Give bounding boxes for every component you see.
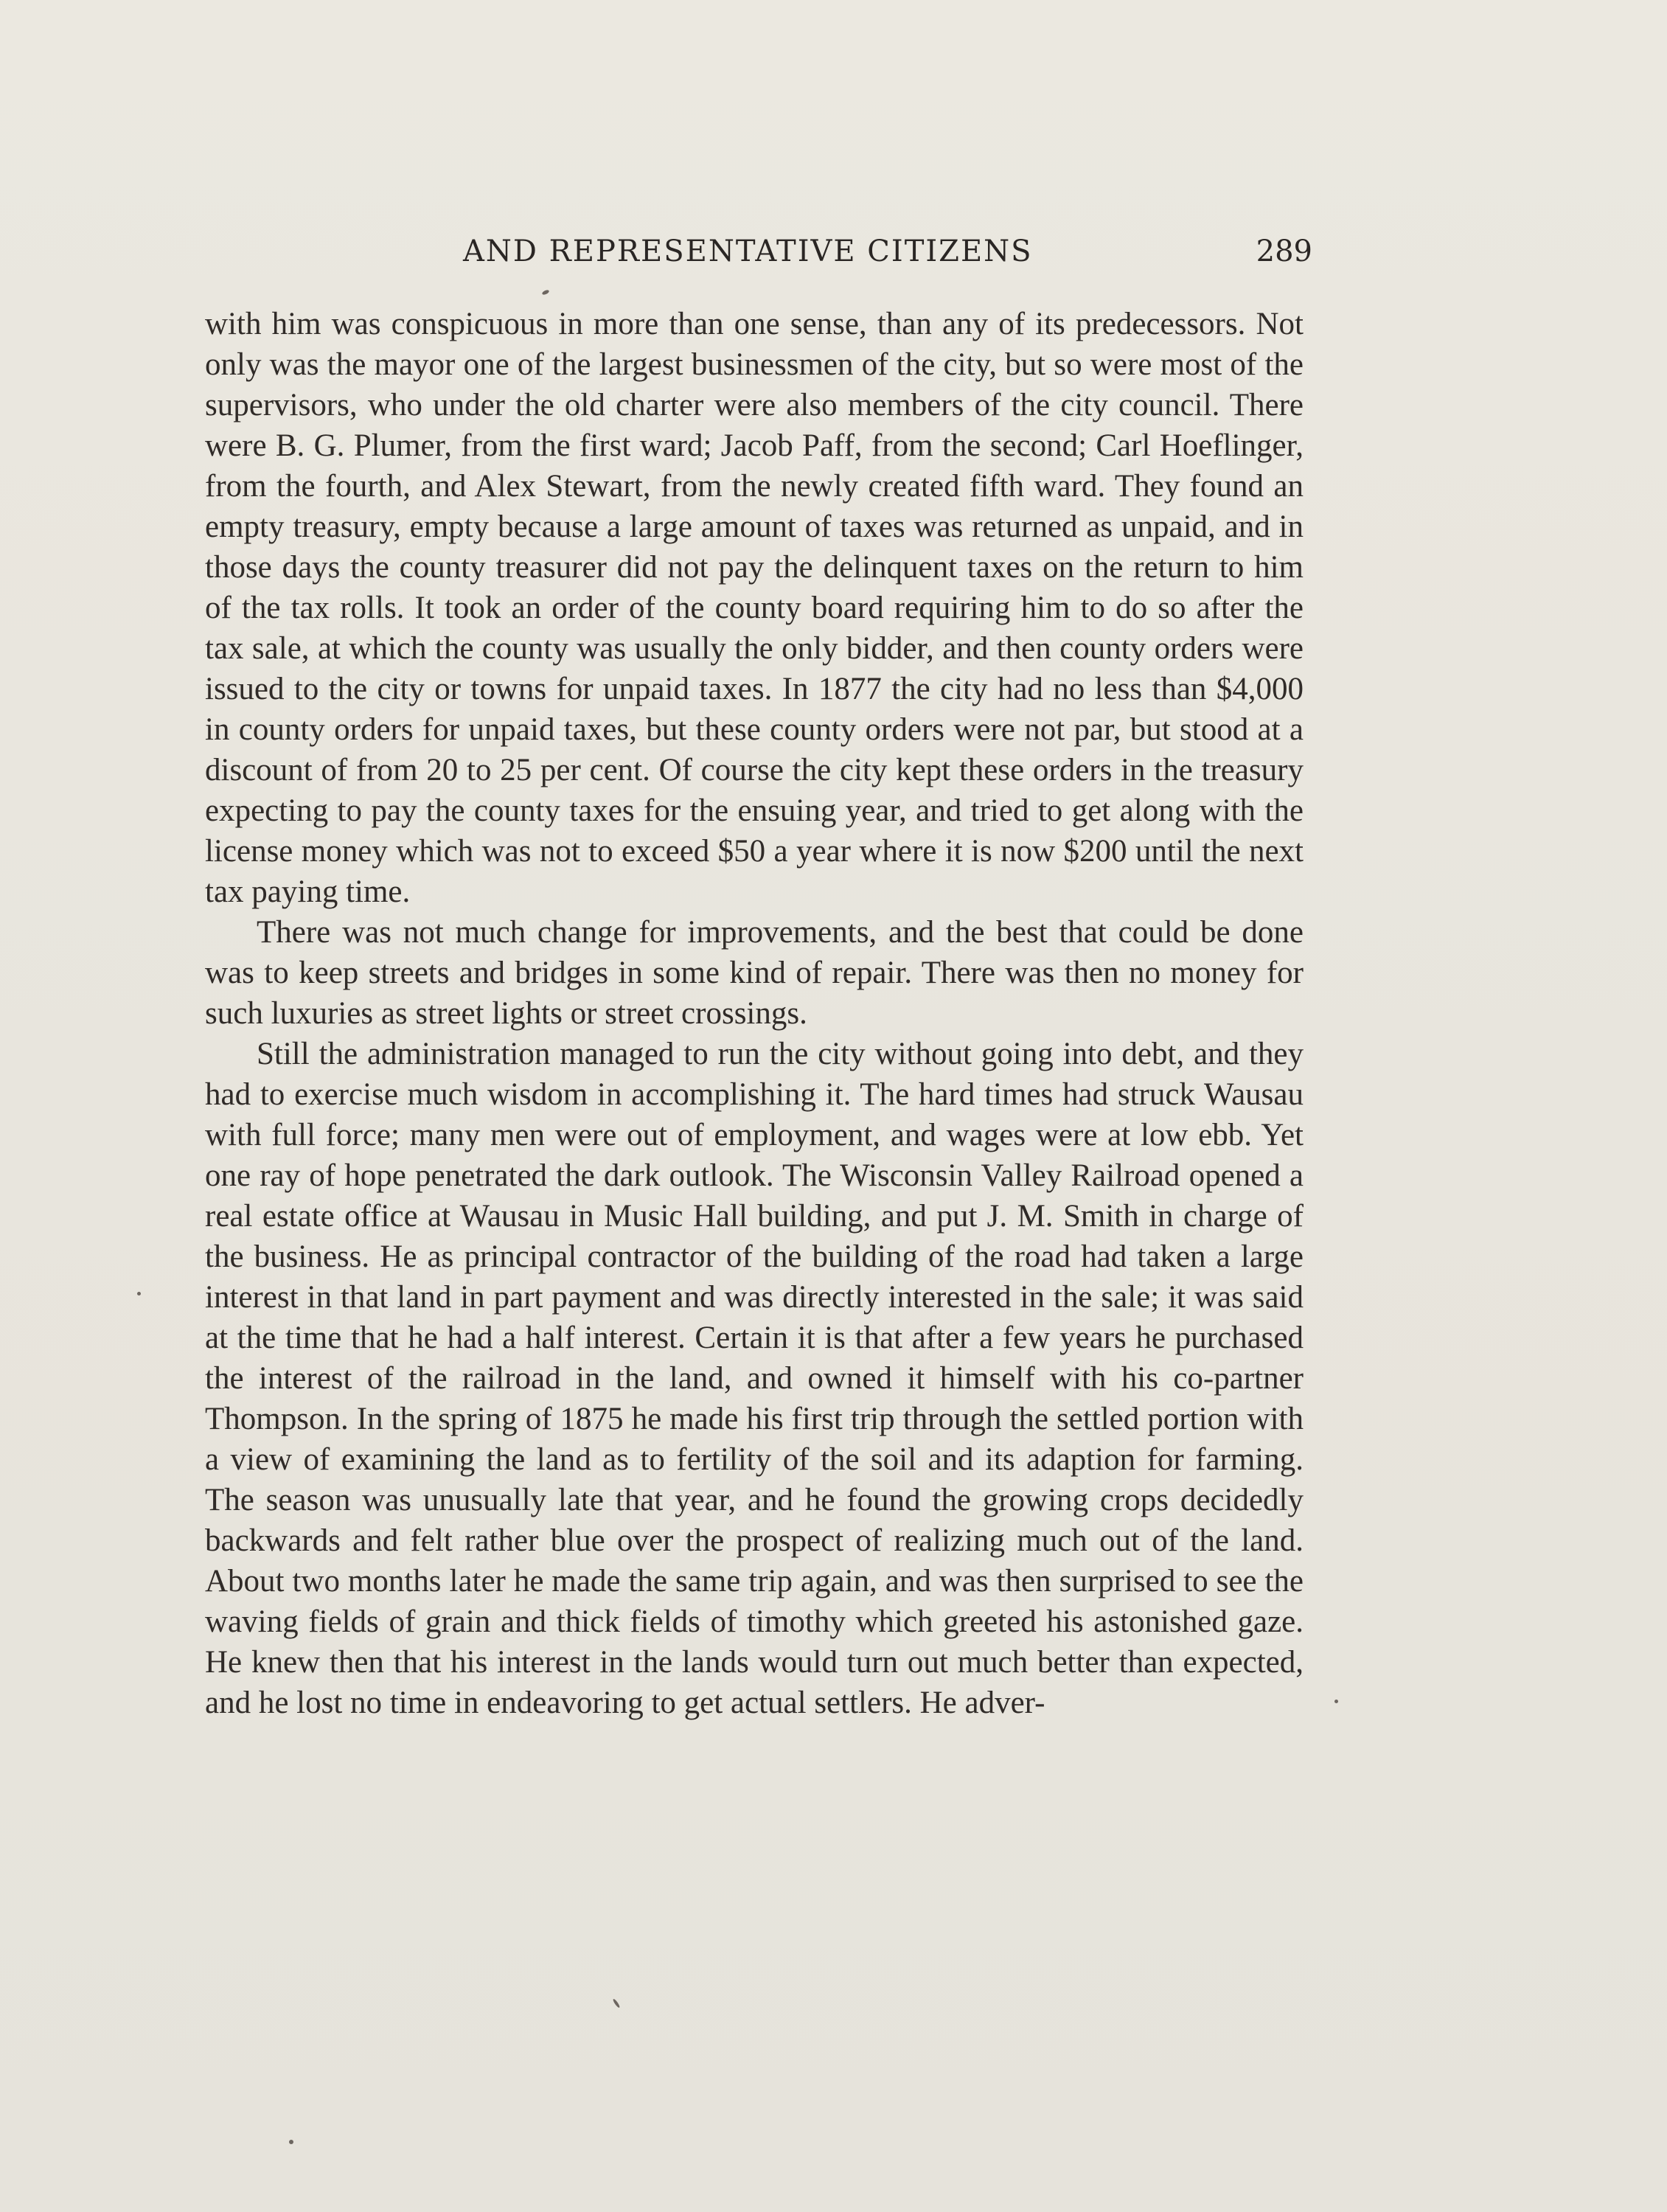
page-number: 289 xyxy=(1256,234,1312,268)
running-head: AND REPRESENTATIVE CITIZENS xyxy=(463,234,1033,268)
paragraph-2: There was not much change for improvements, and the best that could be done was to keep streets and bridges in some kind of repair. There was then no money for such luxuries as street lights or street crossings. xyxy=(205,915,1304,1031)
paper-speck xyxy=(1334,1700,1338,1703)
body-text xyxy=(205,304,1304,1723)
paper-speck xyxy=(137,1292,141,1295)
paper-speck xyxy=(289,2140,293,2144)
paper-speck xyxy=(541,289,549,296)
page-header xyxy=(205,234,1312,279)
paragraph-1: with him was conspicuous in more than one sense, than any of its predecessors. Not only was the mayor one of the largest businessmen of the city, but so were most of the supervisors, who under the old charter were also members of the city council. There were B. G. Plumer, from the first ward; Jacob Paff, from the second; Carl Hoeflinger, from the fourth, and Alex Stewart, from the newly created fifth ward. They found an empty treasury, empty because a large amount of taxes was returned as unpaid, and in those days the county treasurer did not pay the delinquent taxes on the return to him of the tax rolls. It took an order of the county board requiring him to do so after the tax sale, at which the county was usually the only bidder, and then county orders were issued to the city or towns for unpaid taxes. In 1877 the city had no less than $4,000 in county orders for unpaid taxes, but these county orders were not par, but stood at a discount of from 20 to 25 per cent. Of course the city kept these orders in the treasury expecting to pay the county taxes for the ensuing year, and tried to get along with the license money which was not to exceed $50 a year where it is now $200 until the next tax paying time. xyxy=(205,307,1304,909)
paper-speck xyxy=(612,1998,620,2008)
paragraph-3: Still the administration managed to run the city without going into debt, and they had to exercise much wisdom in accomplishing it. The hard times had struck Wausau with full force; many men were out of employment, and wages were at low ebb. Yet one ray of hope penetrated the dark outlook. The Wisconsin Valley Railroad opened a real estate office at Wausau in Music Hall building, and put J. M. Smith in charge of the business. He as principal contractor of the building of the road had taken a large interest in that land in part payment and was directly interested in the sale; it was said at the time that he had a half interest. Certain it is that after a few years he purchased the interest of the railroad in the land, and owned it himself with his co-partner Thompson. In the spring of 1875 he made his first trip through the settled portion with a view of examining the land as to fertility of the soil and its adaption for farming. The season was unusually late that year, and he found the growing crops decidedly backwards and felt rather blue over the prospect of realizing much out of the land. About two months later he made the same trip again, and was then surprised to see the waving fields of grain and thick fields of timothy which greeted his astonished gaze. He knew then that his interest in the lands would turn out much better than expected, and he lost no time in endeavoring to get actual settlers. He adver- xyxy=(205,1037,1304,1720)
